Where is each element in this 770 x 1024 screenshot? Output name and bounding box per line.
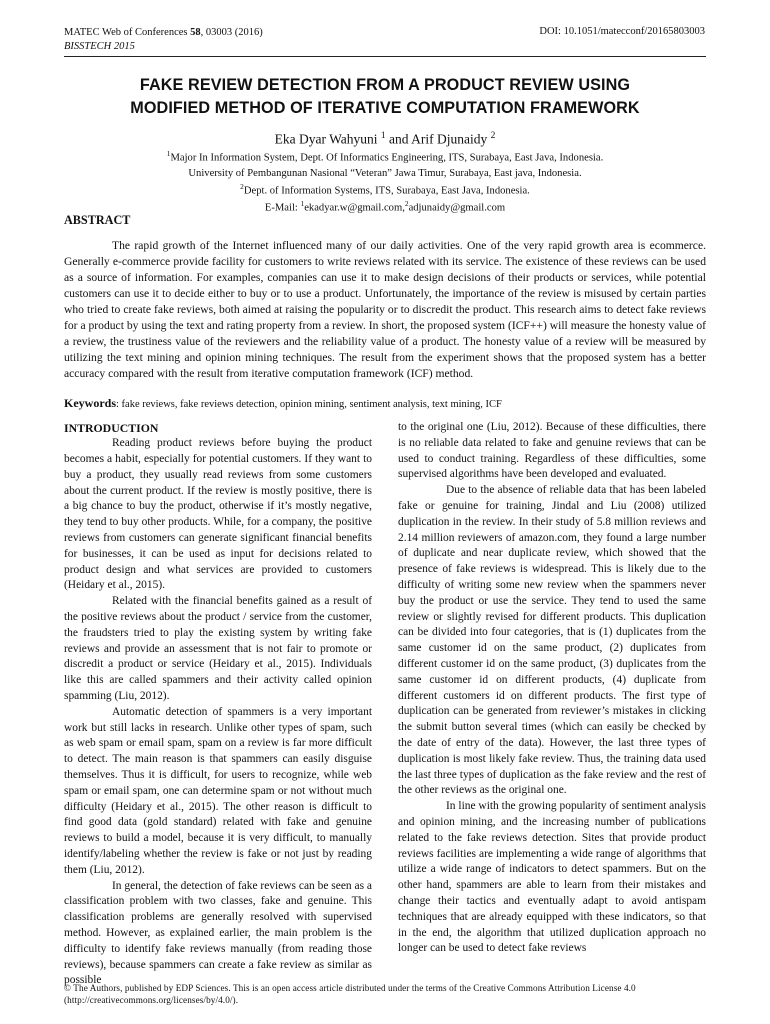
author-1-marker: 1 bbox=[380, 131, 386, 141]
affiliations bbox=[0, 149, 770, 216]
header-divider bbox=[64, 56, 706, 57]
affiliation-1 bbox=[0, 149, 770, 166]
affiliation-2-text: Dept. of Information Systems, ITS, Surabaya, East Java, Indonesia. bbox=[243, 185, 530, 197]
intro-paragraph-7: In line with the growing popularity of sentiment analysis and opinion mining, and the increasing number of publications related to the fake reviews detection. Sites that provide product reviews facilities are implementing a wide range of algorithms that utilize a wide range of indicators to detect spammers. But on the other hand, spammers are able to learn from their mistakes and change their tactics and eventually adapt to avoid antispam techniques that are already equipped with these indicators, so that in the end, the algorithm that utilized duplication approach no longer can be used to detect fake reviews bbox=[398, 800, 706, 955]
title-line-2: MODIFIED METHOD OF ITERATIVE COMPUTATION FRAMEWORK bbox=[130, 98, 640, 117]
author-2: and Arif Djunaidy bbox=[385, 131, 491, 147]
intro-paragraph-1: Reading product reviews before buying the product becomes a habit, especially for potential customers. If they want to buy a product, they usually read reviews from some customers about the current product. If the review is mostly positive, there is a big chance to buy the product, otherwise if it’s mostly negative, they tend to buy other products. While, for a company, the positive reviews from customers can generate significant financial benefits for businesses, it can be used as input for decisions related to product design and what services are provided to customers (Heidary et al., 2015). bbox=[64, 437, 372, 592]
affiliation-1-marker: 1 bbox=[166, 149, 171, 158]
email-label: E-Mail: bbox=[264, 202, 301, 214]
intro-paragraph-6: Due to the absence of reliable data that has been labeled fake or genuine for training, Jindal and Liu (2008) utilized duplication in the review. In their study of 5.8 million reviews and 2.14 million reviewers of amazon.com, they found a large number of duplicate and near duplicate review, which showed that the presence of fake reviews is widespread. This is likely due to the difficulty of writing some new review when the spammers never buy the product or use the service. They tend to used the same review or slightly revised for different products. This duplication can be divided into four categories, that is (1) duplicates from the same customer id on the same product, (2) duplicates from different customer id on the same product, (3) duplicates from the same customer id on different products, (4) duplicate from different customers id on different products. The first type of duplication can be generated from reviewer’s mistakes in clicking the submit button several times (which can easily be checked by the date of entry of the data). However, the last three types of duplication is most likely fake review. Thus, the training data used the last three types of duplication as the fake review and the rest of the other reviews as the original one. bbox=[398, 484, 706, 797]
intro-paragraph-2: Related with the financial benefits gained as a result of the positive reviews about the product / service from the customer, the fraudsters tried to play the existing system by writing fake reviews and provide an assessment that is not fair to promote or discredit a product or service (Heidary et al., 2015). Individuals like this are called spammers and their activity called opinion spamming (Liu, 2012). bbox=[64, 595, 372, 703]
author-2-marker: 2 bbox=[490, 131, 496, 141]
author-list bbox=[0, 131, 770, 148]
email-1-marker: 1 bbox=[300, 199, 305, 209]
conference-series: BISSTECH 2015 bbox=[64, 41, 135, 53]
keywords-text: : fake reviews, fake reviews detection, opinion mining, sentiment analysis, text mining, ICF bbox=[116, 399, 502, 410]
abstract-text: The rapid growth of the Internet influenced many of our daily activities. One of the very rapid growth area is ecommerce. Generally e-commerce provide facility for customers to write reviews related with its service. The existence of these reviews can be used as a source of information. For examples, companies can use it to make design decisions of their products or services, while potential customers can use it to decide either to buy or to use a product. Unfortunately, the importance of the review is misused by certain parties who tried to create fake reviews, both aimed at raising the popularity or to discredit the product. This research aims to detect fake reviews for a product by using the text and rating property from a review. In short, the proposed system (ICF++) will measure the honesty value of a review, the trustiness value of the reviewers and the reliability value of a product. The honesty value of a review will be measured by utilizing the text mining and opinion mining techniques. The result from the experiment shows that the proposed system has a better accuracy compared with the result from iterative computation framework (ICF) method. bbox=[64, 239, 706, 380]
keywords-label: Keywords bbox=[64, 396, 116, 410]
journal-name: MATEC Web of Conferences bbox=[64, 27, 191, 38]
license-footnote: © The Authors, published by EDP Sciences. This is an open access article distributed under the terms of the Creative Commons Attribution License 4.0 (http://creativecommons.org/licenses/by/4.0/). bbox=[64, 983, 636, 1006]
left-column bbox=[64, 420, 372, 989]
section-heading-introduction: INTRODUCTION bbox=[64, 421, 159, 435]
intro-paragraph-5: to the original one (Liu, 2012). Because of these difficulties, there is no reliable data related to fake and genuine reviews that can be used to conduct training. Regardless of these difficulties, some supervised algorithms have been developed and evaluated. bbox=[398, 421, 706, 481]
journal-header bbox=[64, 26, 263, 54]
title-line-1: FAKE REVIEW DETECTION FROM A PRODUCT REVIEW USING bbox=[139, 76, 631, 94]
affiliation-1-text: Major In Information System, Dept. Of Informatics Engineering, ITS, Surabaya, East Java, Indonesia. bbox=[170, 152, 604, 164]
journal-volume: 58 bbox=[190, 27, 201, 38]
affiliation-1b: University of Pembangunan Nasional “Veteran” Jawa Timur, Surabaya, East java, Indonesia. bbox=[188, 168, 582, 180]
intro-paragraph-3: Automatic detection of spammers is a very important work but still lacks in research. Unlike other types of spam, such as web spam or email spam, spam on a review is far more difficult to detect. The main reason is that spammers can easily disguise themselves. Thus it is difficult, for users to recognize, while web spam or email spam, one can determine spam or not without much difficulty (Heidary et al., 2015). The other reason is difficult to find good data (gold standard) related with fake and genuine reviews to build a model, because it is very difficult, to manually identify/labeling whether the review is fake or not just by reading them (Liu, 2012). bbox=[64, 705, 372, 876]
email-1: ekadyar.w@gmail.com, bbox=[304, 202, 405, 214]
email-2: adjunaidy@gmail.com bbox=[408, 202, 506, 214]
doi-text: DOI: 10.1051/matecconf/20165803003 bbox=[539, 26, 705, 37]
intro-paragraph-4: In general, the detection of fake reviews can be seen as a classification problem with two classes, fake and genuine. This classification problems are generally resolved with supervised method. However, as explained earlier, the main problem is the difficulty to identify fake reviews manually (from reading those reviews), because spammers can create a fake review as similar as possible bbox=[64, 879, 372, 987]
affiliation-2 bbox=[0, 182, 770, 199]
right-column bbox=[398, 420, 706, 957]
author-1: Eka Dyar Wahyuni bbox=[274, 131, 381, 147]
affiliation-2-marker: 2 bbox=[240, 181, 244, 191]
journal-article-number: , 03003 (2016) bbox=[200, 27, 263, 38]
abstract-heading: ABSTRACT bbox=[64, 213, 131, 227]
keywords bbox=[64, 396, 706, 411]
paper-title bbox=[50, 74, 720, 119]
email-2-marker: 2 bbox=[404, 199, 409, 209]
